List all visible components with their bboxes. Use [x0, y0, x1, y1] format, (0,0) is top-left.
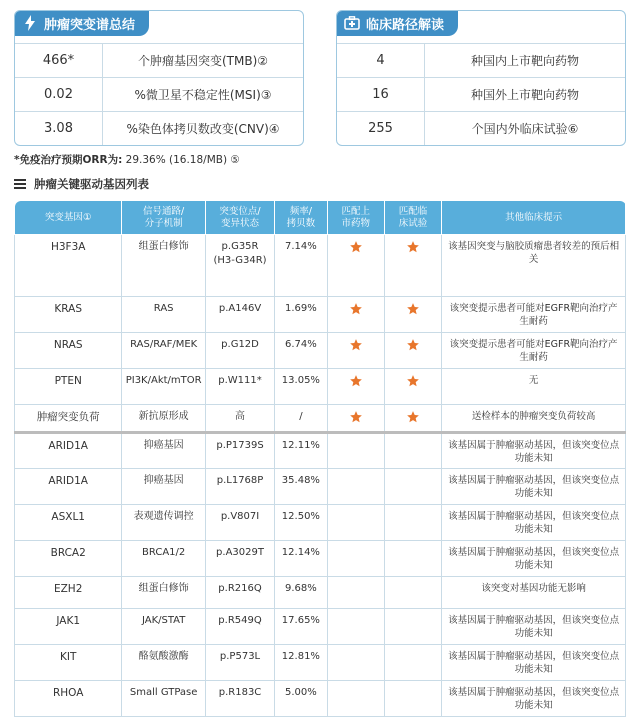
- star-icon: [406, 240, 420, 254]
- summary-label: %微卫星不稳定性(MSI)③: [134, 88, 272, 102]
- cell-pathway: 抑癌基因: [122, 469, 206, 505]
- cell-note: 送检样本的肿瘤突变负荷较高: [442, 405, 626, 433]
- cell-note: 该突变提示患者可能对EGFR靶向治疗产生耐药: [442, 333, 626, 369]
- star-icon: [349, 374, 363, 388]
- summary-value: 4: [337, 44, 425, 77]
- star-icon: [406, 338, 420, 352]
- cell-trial: [384, 469, 441, 505]
- cell-gene: JAK1: [15, 609, 122, 645]
- cell-freq: 7.14%: [275, 235, 328, 297]
- cell-freq: 12.14%: [275, 541, 328, 577]
- cell-pathway: 组蛋白修饰: [122, 235, 206, 297]
- cell-pathway: 表观遗传调控: [122, 505, 206, 541]
- cell-trial: [384, 405, 441, 433]
- cell-site: p.W111*: [205, 369, 274, 405]
- orr-label: *免疫治疗预期ORR为:: [14, 154, 123, 166]
- cell-freq: 17.65%: [275, 609, 328, 645]
- table-row: [15, 609, 626, 645]
- cell-freq: 13.05%: [275, 369, 328, 405]
- summary-value: 3.08: [15, 112, 103, 145]
- cell-pathway: PI3K/Akt/mTOR: [122, 369, 206, 405]
- driver-list-title: [14, 176, 149, 192]
- cell-trial: [384, 369, 441, 405]
- table-row: [15, 577, 626, 609]
- star-icon: [406, 302, 420, 316]
- table-row: [15, 297, 626, 333]
- tumor-summary-title: 肿瘤突变谱总结: [44, 17, 136, 33]
- cell-note: 该基因属于肿瘤驱动基因，但该突变位点功能未知: [442, 433, 626, 469]
- cell-site: p.G12D: [205, 333, 274, 369]
- cell-note: 该基因突变与脑胶质瘤患者较差的预后相关: [442, 235, 626, 297]
- cell-freq: /: [275, 405, 328, 433]
- cell-freq: 6.74%: [275, 333, 328, 369]
- cell-trial: [384, 333, 441, 369]
- cell-site: p.R549Q: [205, 609, 274, 645]
- cell-freq: 1.69%: [275, 297, 328, 333]
- clinical-path-title: 临床路径解读: [366, 17, 445, 33]
- cell-note: 该基因属于肿瘤驱动基因，但该突变位点功能未知: [442, 645, 626, 681]
- summary-row: [337, 77, 625, 111]
- star-icon: [349, 338, 363, 352]
- orr-note: [14, 152, 240, 167]
- cell-drug: [327, 609, 384, 645]
- star-icon: [406, 374, 420, 388]
- cell-freq: 5.00%: [275, 681, 328, 717]
- clinical-path-header: [336, 10, 458, 36]
- cell-drug: [327, 577, 384, 609]
- cell-freq: 12.11%: [275, 433, 328, 469]
- summary-row: [15, 43, 303, 77]
- cell-pathway: 新抗原形成: [122, 405, 206, 433]
- cell-drug: [327, 369, 384, 405]
- cell-pathway: BRCA1/2: [122, 541, 206, 577]
- orr-value: 29.36% (16.18/MB) ⑤: [125, 154, 240, 166]
- star-icon: [349, 240, 363, 254]
- cell-site: p.R216Q: [205, 577, 274, 609]
- table-row: [15, 469, 626, 505]
- cell-pathway: RAS/RAF/MEK: [122, 333, 206, 369]
- summary-label: %染色体拷贝数改变(CNV)④: [126, 122, 280, 136]
- lightning-icon: [22, 15, 38, 31]
- cell-drug: [327, 297, 384, 333]
- cell-gene: ARID1A: [15, 469, 122, 505]
- summary-label: 个国内外临床试验⑥: [471, 122, 579, 136]
- cell-drug: [327, 645, 384, 681]
- summary-label: 个肿瘤基因突变(TMB)②: [137, 54, 269, 68]
- cell-note: 无: [442, 369, 626, 405]
- cell-note: 该突变对基因功能无影响: [442, 577, 626, 609]
- cell-site: 高: [205, 405, 274, 433]
- medical-kit-icon: [344, 15, 360, 31]
- cell-gene: NRAS: [15, 333, 122, 369]
- column-header-trial: 匹配临 床试验: [384, 201, 441, 235]
- summary-value: 16: [337, 78, 425, 111]
- cell-drug: [327, 433, 384, 469]
- summary-value: 466*: [15, 44, 103, 77]
- cell-trial: [384, 297, 441, 333]
- cell-freq: 12.50%: [275, 505, 328, 541]
- cell-freq: 9.68%: [275, 577, 328, 609]
- cell-pathway: JAK/STAT: [122, 609, 206, 645]
- table-header-row: [15, 201, 626, 235]
- cell-gene: RHOA: [15, 681, 122, 717]
- cell-drug: [327, 405, 384, 433]
- table-row: [15, 235, 626, 297]
- cell-gene: BRCA2: [15, 541, 122, 577]
- cell-site: p.V807I: [205, 505, 274, 541]
- cell-site: p.P1739S: [205, 433, 274, 469]
- cell-trial: [384, 609, 441, 645]
- cell-note: 该基因属于肿瘤驱动基因，但该突变位点功能未知: [442, 505, 626, 541]
- cell-drug: [327, 235, 384, 297]
- cell-trial: [384, 235, 441, 297]
- star-icon: [349, 302, 363, 316]
- clinical-path-table: [337, 43, 625, 145]
- tumor-summary-card: [14, 10, 304, 146]
- summary-row: [15, 77, 303, 111]
- column-header-pathway: 信号通路/ 分子机制: [122, 201, 206, 235]
- cell-gene: H3F3A: [15, 235, 122, 297]
- cell-trial: [384, 577, 441, 609]
- cell-drug: [327, 541, 384, 577]
- tumor-summary-header: [14, 10, 149, 36]
- summary-label: 种国外上市靶向药物: [470, 88, 579, 102]
- cell-site: p.R183C: [205, 681, 274, 717]
- star-icon: [349, 410, 363, 424]
- table-row: [15, 645, 626, 681]
- table-row: [15, 333, 626, 369]
- table-row: [15, 405, 626, 433]
- table-body: [15, 235, 626, 717]
- star-icon: [406, 410, 420, 424]
- driver-list-title-text: 肿瘤关键驱动基因列表: [34, 177, 149, 191]
- summary-label: 种国内上市靶向药物: [470, 54, 579, 68]
- cell-note: 该基因属于肿瘤驱动基因，但该突变位点功能未知: [442, 609, 626, 645]
- cell-note: 该突变提示患者可能对EGFR靶向治疗产生耐药: [442, 297, 626, 333]
- column-header-note: 其他临床提示: [442, 201, 626, 235]
- summary-value: 255: [337, 112, 425, 145]
- table-row: [15, 433, 626, 469]
- cell-gene: 肿瘤突变负荷: [15, 405, 122, 433]
- summary-row: [337, 43, 625, 77]
- cell-trial: [384, 433, 441, 469]
- column-header-drug: 匹配上 市药物: [327, 201, 384, 235]
- cell-pathway: 抑癌基因: [122, 433, 206, 469]
- cell-note: 该基因属于肿瘤驱动基因，但该突变位点功能未知: [442, 469, 626, 505]
- cell-note: 该基因属于肿瘤驱动基因，但该突变位点功能未知: [442, 541, 626, 577]
- tumor-summary-table: [15, 43, 303, 145]
- cell-gene: ARID1A: [15, 433, 122, 469]
- cell-drug: [327, 469, 384, 505]
- cell-gene: KRAS: [15, 297, 122, 333]
- cell-freq: 12.81%: [275, 645, 328, 681]
- cell-pathway: Small GTPase: [122, 681, 206, 717]
- summary-value: 0.02: [15, 78, 103, 111]
- cell-pathway: 组蛋白修饰: [122, 577, 206, 609]
- cell-trial: [384, 681, 441, 717]
- cell-site: p.P573L: [205, 645, 274, 681]
- driver-gene-table: [14, 200, 626, 717]
- cell-trial: [384, 541, 441, 577]
- cell-site: p.A3029T: [205, 541, 274, 577]
- cell-freq: 35.48%: [275, 469, 328, 505]
- clinical-path-card: [336, 10, 626, 146]
- cell-gene: ASXL1: [15, 505, 122, 541]
- column-header-freq: 频率/ 拷贝数: [275, 201, 328, 235]
- cell-site: p.G35R (H3-G34R): [205, 235, 274, 297]
- cell-drug: [327, 505, 384, 541]
- cell-gene: EZH2: [15, 577, 122, 609]
- table-row: [15, 541, 626, 577]
- column-header-site: 突变位点/ 变异状态: [205, 201, 274, 235]
- cell-pathway: 酪氨酸激酶: [122, 645, 206, 681]
- cell-pathway: RAS: [122, 297, 206, 333]
- cell-note: 该基因属于肿瘤驱动基因，但该突变位点功能未知: [442, 681, 626, 717]
- column-header-gene: 突变基因①: [15, 201, 122, 235]
- cell-trial: [384, 505, 441, 541]
- cell-gene: PTEN: [15, 369, 122, 405]
- cell-site: p.L1768P: [205, 469, 274, 505]
- cell-site: p.A146V: [205, 297, 274, 333]
- cell-gene: KIT: [15, 645, 122, 681]
- list-icon: [14, 177, 26, 191]
- table-row: [15, 505, 626, 541]
- cell-drug: [327, 681, 384, 717]
- cell-drug: [327, 333, 384, 369]
- summary-row: [337, 111, 625, 145]
- cell-trial: [384, 645, 441, 681]
- table-row: [15, 681, 626, 717]
- table-row: [15, 369, 626, 405]
- summary-row: [15, 111, 303, 145]
